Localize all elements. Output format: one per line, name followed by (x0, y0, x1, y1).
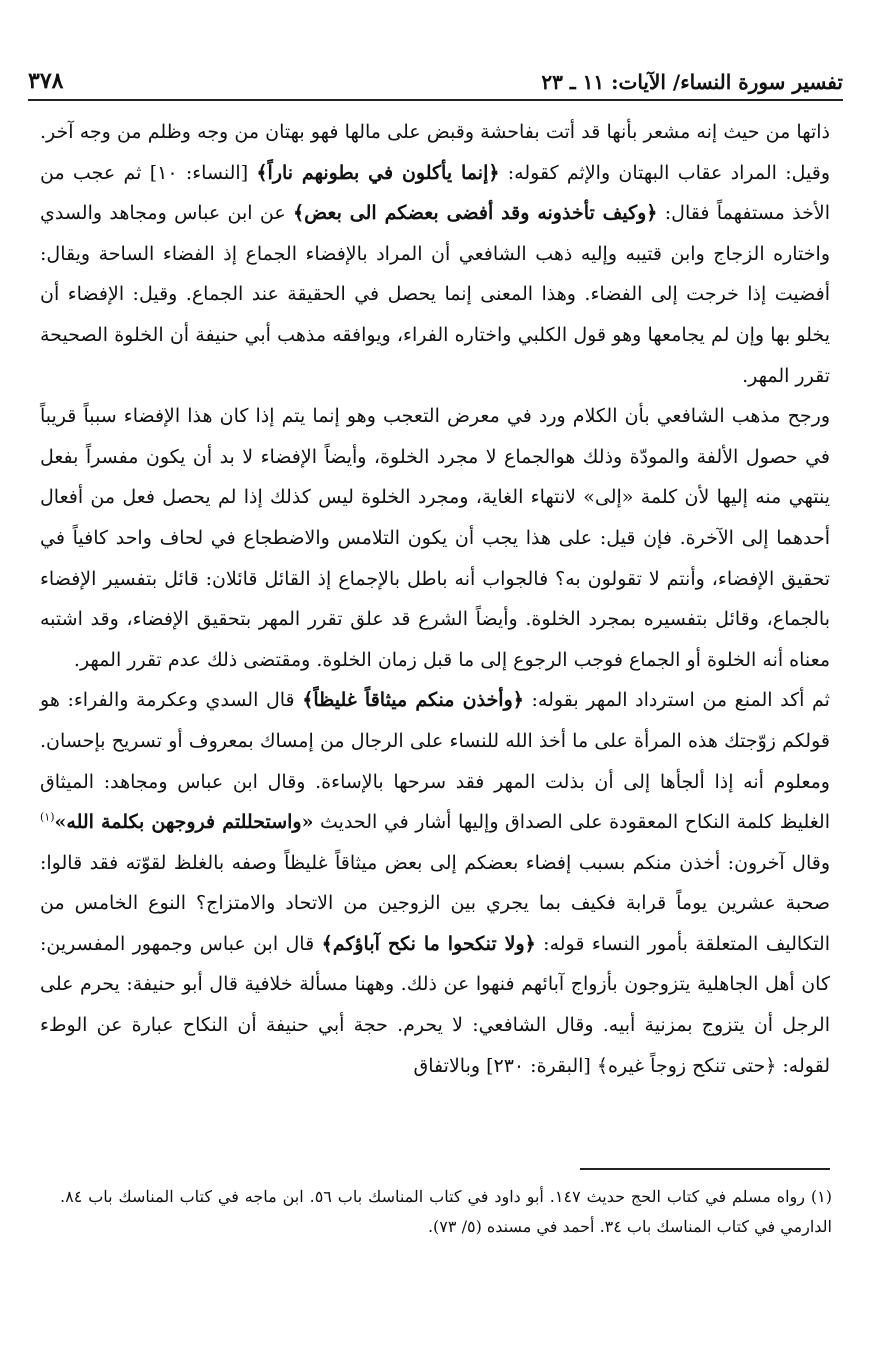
quran-quote: ﴿وكيف تأخذونه وقد أفضى بعضكم الى بعض﴾ (293, 202, 658, 225)
text-segment: قال ابن عباس وجمهور المفسرين: كان أهل الجاهلية يتزوجون بأزواج آبائهم فنهوا عن ذلك. وههنا مسألة خلافية قال أبو حنيفة: يحرم على الرجل أن يتزوج بمزنية أبيه. وقال الشافعي: لا يحرم. حجة أبي حنيفة أن النكاح عبارة عن الوطء لقوله: (40, 932, 830, 1077)
text-segment: [النساء: ١٠] ثم عجب من الأخذ مستفهماً فقال: (40, 161, 830, 225)
text-segment: ورجح مذهب الشافعي بأن الكلام ورد في معرض التعجب وهو إنما يتم إذا كان هذا الإفضاء سبباً قريباً في حصول الألفة والمودّة وذلك هوالجماع لا مجرد الخلوة، وأيضاً الإفضاء لا بد أن يكون مفسراً بفعل ينتهي منه إليها لأن كلمة «إلى» لانتهاء الغاية، ومجرد الخلوة ليس كذلك إذا لم يحصل فعل من أفعال أحدهما إلى الآخرة. فإن قيل: على هذا يجب أن يكون التلامس والاضطجاع في لحاف واحد كافياً في تحقيق الإفضاء، وأنتم لا تقولون به؟ فالجواب أنه باطل بالإجماع إذ القائل قائلان: قائل بتفسير الإفضاء بالجماع، وقائل بتفسيره بمجرد الخلوة. وأيضاً الشرع قد علق تقرر المهر بتحقيق الإفضاء، وقد اشتبه معناه أنه الخلوة أو الجماع فوجب الرجوع إلى ما قبل زمان الخلوة. ومقتضى ذلك عدم تقرر المهر. (40, 405, 830, 671)
text-segment: قال السدي وعكرمة والفراء: هو قولكم زوّجتك هذه المرأة على ما أخذ الله للنساء على الرجال من إمساك بمعروف أو تسريح بإحسان. ومعلوم أنه إذا ألجأها إلى أن بذلت المهر فقد سرحها بالإساءة. وقال ابن عباس ومجاهد: الميثاق الغليظ كلمة النكاح المعقودة على الصداق وإليها أشار في الحديث (40, 689, 831, 834)
text-segment: ذاتها من حيث إنه مشعر بأنها قد أتت بفاحشة وقبض على مالها فهو بهتان من وجه وظلم من وجه آخر. وقيل: المراد عقاب البهتان والإثم كقوله: (40, 121, 830, 184)
text-segment: [البقرة: ٢٣٠] وبالاتفاق (413, 1054, 597, 1077)
header-rule (28, 99, 843, 101)
footnote-rule (580, 1168, 830, 1170)
text-segment: عن ابن عباس ومجاهد والسدي واختاره الزجاج وابن قتيبه وإليه ذهب الشافعي أن المراد بالإفضاء الجماع إذ الفضاء الساحة ويقال: أفضيت إذا خرجت إلى الفضاء. وهذا المعنى إنما يحصل في الحقيقة عند الجماع. وقيل: الإفضاء أن يخلو بها وإن لم يجامعها وهو قول الكلبي واختاره الفراء، ويوافقه مذهب أبي حنيفة أن الخلوة الصحيحة تقرر المهر. (40, 202, 830, 387)
paragraph (40, 112, 830, 396)
hadith-quote: «واستحللتم فروجهن بكلمة الله» (54, 811, 314, 834)
paragraph (40, 680, 830, 1086)
quran-quote-plain: ﴿حتى تنكح زوجاً غيره﴾ (596, 1054, 777, 1077)
page-number: ٣٧٨ (28, 68, 64, 94)
footnote: (١) رواه مسلم في كتاب الحج حديث ١٤٧. أبو داود في كتاب المناسك باب ٥٦. ابن ماجه في كتاب المناسك باب ٨٤. الدارمي في كتاب المناسك باب ٣٤. أحمد في مسنده (٥/ ٧٣). (60, 1187, 833, 1236)
body-text (40, 112, 830, 1086)
running-title: تفسير سورة النساء/ الآيات: ١١ ـ ٢٣ (541, 70, 843, 94)
footnote-marker: (١) (40, 810, 55, 824)
running-header (28, 58, 843, 94)
text-segment: ثم أكد المنع من استرداد المهر بقوله: (523, 689, 830, 712)
quran-quote: ﴿ولا تنكحوا ما نكح آباؤكم﴾ (321, 932, 536, 955)
quran-quote: ﴿إنما يأكلون في بطونهم ناراً﴾ (256, 161, 500, 184)
paragraph (40, 396, 830, 680)
quran-quote: ﴿وأخذن منكم ميثاقاً غليظاً﴾ (302, 689, 524, 712)
text-segment: وقال آخرون: أخذن منكم بسبب إفضاء بعضكم إلى بعض ميثاقاً غليظاً وصفه بالغلظ لقوّته فقد قالوا: صحبة عشرين يوماً قرابة فكيف بما يجري بين الزوجين من الاتحاد والامتزاج؟ النوع الخامس من التكاليف المتعلقة بأمور النساء قوله: (40, 851, 830, 955)
